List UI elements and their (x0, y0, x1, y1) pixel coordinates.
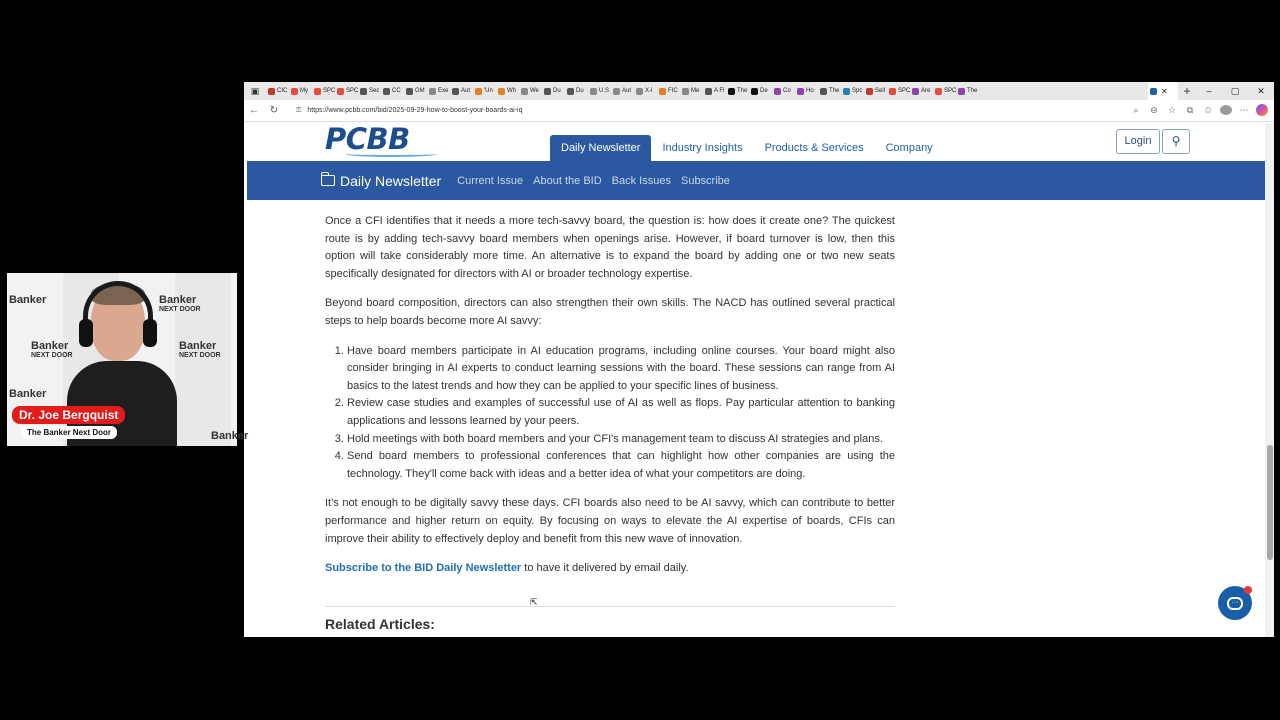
logo-swoosh (345, 151, 437, 157)
search-icon: ⚲ (1171, 134, 1181, 148)
tab-strip (244, 82, 1274, 100)
nav-company[interactable]: Company (885, 142, 933, 154)
list-item: 4. Send board members to professional conferences that can highlight how other companies are using the technology. They'll come back with ideas and a better idea of what your competitors are doing. (347, 448, 895, 483)
tab-label: X-l (645, 88, 653, 94)
headset-earcup (143, 319, 157, 347)
tab-label: Du (553, 88, 561, 94)
main-nav (550, 135, 944, 161)
address-bar (244, 100, 1274, 122)
browser-tab[interactable] (588, 82, 611, 100)
window-controls (1196, 82, 1274, 100)
mouse-cursor-icon: ⇱ (530, 597, 538, 607)
tab-favicon-icon (636, 88, 643, 95)
article-body (325, 213, 895, 590)
browser-tab[interactable] (887, 82, 910, 100)
profile-avatar[interactable] (1220, 105, 1232, 117)
tab-favicon-icon (590, 88, 597, 95)
paragraph: Once a CFI identifies that it needs a more tech-savvy board, the question is: how does it create one? The quickest route is by adding tech-savvy board members when openings arise. However, if board turnover is low, then this option will take considerably more time. An alternative is to expand the board by adding one or two new seats specifically designated for directors with AI or broader technology expertise. (325, 215, 895, 280)
webcam-overlay (7, 273, 249, 446)
tab-label: The (967, 88, 978, 94)
browser-tab[interactable] (404, 82, 427, 100)
tab-actions-icon[interactable]: ▣ (250, 85, 260, 96)
tab-label: Me (691, 88, 700, 94)
tab-favicon-icon (613, 88, 620, 95)
collections-icon[interactable]: ✩ (1204, 105, 1212, 115)
login-button[interactable]: Login (1116, 129, 1160, 154)
tab-label: Spc (852, 88, 863, 94)
tab-favicon-icon (866, 88, 873, 95)
tab-favicon-icon (682, 88, 689, 95)
tab-label: SPC (898, 88, 911, 94)
pcbb-favicon-icon (1150, 88, 1157, 95)
new-tab-button[interactable]: + (1183, 84, 1191, 98)
backdrop-logo: Banker (9, 388, 47, 400)
tab-label: Exe (438, 88, 449, 94)
search-button[interactable] (1162, 129, 1190, 154)
steps-list (347, 343, 895, 484)
browser-tab[interactable] (864, 82, 887, 100)
browser-tab[interactable] (703, 82, 726, 100)
browser-tab[interactable] (749, 82, 772, 100)
tab-list (266, 82, 1148, 100)
tab-favicon-icon (797, 88, 804, 95)
tab-active[interactable] (1148, 82, 1178, 100)
tab-favicon-icon (935, 88, 942, 95)
browser-tab[interactable] (542, 82, 565, 100)
divider (325, 606, 895, 607)
show-name-tag: The Banker Next Door (21, 426, 117, 439)
browser-tab[interactable] (381, 82, 404, 100)
browser-tab[interactable] (818, 82, 841, 100)
browser-tab[interactable] (358, 82, 381, 100)
tab-favicon-icon (383, 88, 390, 95)
browser-tab[interactable] (634, 82, 657, 100)
tab-favicon-icon (728, 88, 735, 95)
browser-tab[interactable] (933, 82, 956, 100)
tab-label: The (829, 88, 840, 94)
maximize-icon[interactable]: ▢ (1230, 85, 1240, 96)
browser-tab[interactable] (335, 82, 358, 100)
tab-label: Aut (622, 88, 632, 94)
browser-tab[interactable] (795, 82, 818, 100)
site-info-icon[interactable]: ⚿ (296, 106, 302, 114)
tab-label: SPC (346, 88, 359, 94)
favorite-star-icon[interactable]: ☆ (1167, 105, 1177, 115)
tab-label: Sec (369, 88, 380, 94)
tab-label: Aut (461, 88, 471, 94)
subscribe-link[interactable]: Subscribe to the BID Daily Newsletter (325, 562, 522, 575)
tab-label: SPC (323, 88, 336, 94)
browser-tab[interactable] (680, 82, 703, 100)
tab-favicon-icon (429, 88, 436, 95)
backdrop-logo: Banker NEXT DOOR (179, 340, 221, 359)
tab-label: Ho (806, 88, 814, 94)
nav-industry-insights[interactable]: Industry Insights (662, 142, 743, 154)
pcbb-logo[interactable] (325, 122, 445, 159)
browser-tab[interactable] (496, 82, 519, 100)
backdrop-logo: Banker NEXT DOOR (31, 340, 73, 359)
logo-text: PCBB (325, 122, 410, 156)
tab-favicon-icon (521, 88, 528, 95)
address-bar-icons (1130, 104, 1274, 118)
tab-label: GM (415, 88, 425, 94)
backdrop-logo: Banker NEXT DOOR (159, 294, 201, 313)
tab-label: 'Un (484, 88, 493, 94)
backdrop-logo: Banker (211, 430, 249, 442)
reader-icon[interactable]: ⊖ (1150, 105, 1158, 115)
close-window-icon[interactable]: ✕ (1257, 85, 1265, 96)
browser-tab[interactable] (611, 82, 634, 100)
tab-favicon-icon (774, 88, 781, 95)
browser-tab[interactable] (841, 82, 864, 100)
tab-favicon-icon (567, 88, 574, 95)
page-scrollbar[interactable] (1265, 123, 1274, 637)
tab-label: The (737, 88, 748, 94)
tab-favicon-icon (889, 88, 896, 95)
extensions-icon[interactable]: ⧉ (1186, 105, 1194, 115)
web-page (247, 123, 1265, 637)
back-icon[interactable]: ← (249, 105, 259, 116)
tab-label: SPC (944, 88, 957, 94)
tab-label: Sell (875, 88, 886, 94)
tab-favicon-icon (268, 88, 275, 95)
tab-favicon-icon (337, 88, 344, 95)
subnav-back-issues[interactable]: Back Issues (611, 174, 671, 187)
tab-favicon-icon (314, 88, 321, 95)
folder-icon (321, 175, 335, 186)
subscribe-text: to have it delivered by email daily. (521, 562, 689, 575)
reload-icon[interactable]: ↻ (269, 105, 279, 116)
browser-tab[interactable] (289, 82, 312, 100)
browser-tab[interactable] (450, 82, 473, 100)
tab-label: CIC (277, 88, 288, 94)
browser-tab[interactable] (956, 82, 979, 100)
zoom-icon[interactable]: ⌕ (1133, 105, 1139, 115)
tab-label: Are (921, 88, 931, 94)
list-item: 2. Review case studies and examples of successful use of AI as well as flops. Pay particular attention to banking applications and lessons learned by your peers. (347, 395, 895, 430)
tab-label: Wh (507, 88, 516, 94)
tab-favicon-icon (912, 88, 919, 95)
list-item: 3. Hold meetings with both board members and your CFI's management team to discuss AI strategies and plans. (347, 431, 895, 449)
tab-favicon-icon (360, 88, 367, 95)
browser-tab[interactable] (312, 82, 335, 100)
tab-favicon-icon (659, 88, 666, 95)
browser-tab[interactable] (726, 82, 749, 100)
nav-daily-newsletter[interactable]: Daily Newsletter (550, 135, 651, 161)
browser-window (244, 82, 1274, 637)
tab-favicon-icon (705, 88, 712, 95)
tab-label: CC (392, 88, 401, 94)
url-text: https://www.pcbb.com/bid/2025-09-29-how-to-boost-your-boards-ai-iq (307, 107, 523, 114)
browser-tab[interactable] (565, 82, 588, 100)
site-header (247, 123, 1265, 161)
browser-tab[interactable] (266, 82, 289, 100)
subnav-subscribe[interactable]: Subscribe (680, 174, 730, 187)
subnav-title[interactable] (321, 173, 441, 189)
browser-tab[interactable] (657, 82, 680, 100)
browser-tab[interactable] (473, 82, 496, 100)
tab-favicon-icon (498, 88, 505, 95)
chat-icon: ··· (1227, 597, 1243, 610)
tab-label: Co (783, 88, 791, 94)
chat-badge (1244, 586, 1252, 594)
tab-favicon-icon (291, 88, 298, 95)
subnav-about-bid[interactable]: About the BID (533, 174, 602, 187)
url-field[interactable] (290, 103, 1130, 119)
close-tab-icon[interactable]: ✕ (1161, 86, 1168, 96)
subnav-current-issue[interactable]: Current Issue (457, 174, 524, 187)
tab-favicon-icon (452, 88, 459, 95)
paragraph: It's not enough to be digitally savvy these days. CFI boards also need to be AI savvy, which can contribute to better performance and higher return on equity. By focusing on ways to elevate the AI expertise of boards, CFIs can improve their ability to effectively deploy and benefit from this new wave of innovation. (325, 497, 895, 545)
tab-label: De (760, 88, 768, 94)
tab-favicon-icon (751, 88, 758, 95)
tab-label: We (530, 88, 539, 94)
tab-favicon-icon (958, 88, 965, 95)
scroll-thumb[interactable] (1267, 445, 1273, 560)
chat-button[interactable] (1218, 586, 1252, 620)
tab-label: FIC (668, 88, 678, 94)
browser-tab[interactable] (772, 82, 795, 100)
browser-tab[interactable] (427, 82, 450, 100)
tab-label: U.S (599, 88, 610, 94)
subnav-title-text: Daily Newsletter (340, 172, 442, 189)
tab-favicon-icon (820, 88, 827, 95)
tab-label: Du (576, 88, 584, 94)
subnav-links (457, 175, 740, 187)
tab-favicon-icon (406, 88, 413, 95)
tab-label: My (300, 88, 308, 94)
tab-favicon-icon (544, 88, 551, 95)
browser-tab[interactable] (910, 82, 933, 100)
tab-favicon-icon (843, 88, 850, 95)
backdrop-logo: Banker (9, 294, 47, 306)
sub-nav (247, 161, 1265, 200)
subscribe-line (325, 560, 895, 578)
nav-products-services[interactable]: Products & Services (764, 142, 864, 154)
presenter-name-tag: Dr. Joe Bergquist (12, 406, 125, 424)
headset-earcup (79, 319, 93, 347)
copilot-icon[interactable] (1256, 104, 1268, 118)
more-menu-icon[interactable]: ⋯ (1239, 105, 1249, 115)
list-item: 1. Have board members participate in AI education programs, including online courses. Your board might also consider bringing in AI experts to conduct learning sessions with the board. These sessions can range from AI basics to the latest trends and how they can be applied to your specific lines of business. (347, 343, 895, 396)
paragraph: Beyond board composition, directors can also strengthen their own skills. The NACD has outlined several practical steps to help boards become more AI savvy: (325, 297, 895, 327)
tab-label: A Fi (714, 88, 725, 94)
tab-favicon-icon (475, 88, 482, 95)
browser-tab[interactable] (519, 82, 542, 100)
related-articles-heading: Related Articles: (325, 616, 435, 632)
minimize-icon[interactable]: – (1206, 86, 1212, 96)
